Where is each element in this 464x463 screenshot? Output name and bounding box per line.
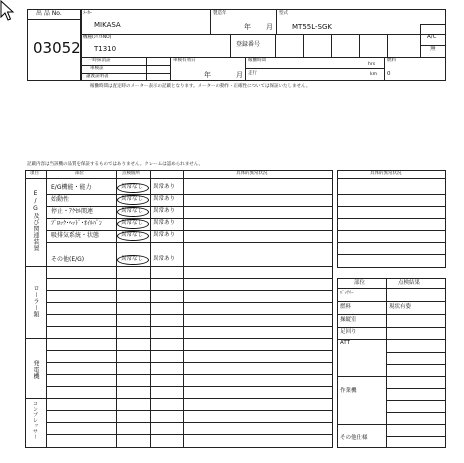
kado-label: 稼働時間 [248, 58, 266, 63]
year-unit: 年 [244, 23, 251, 31]
small-label-1: 一時抹消証 [88, 58, 111, 63]
col-item-header: 項目 [30, 171, 39, 176]
ac-value: 無 [430, 46, 436, 52]
result-row-cab: 操縦室 [340, 317, 357, 323]
engine-row-label: E/G機能・能力 [51, 184, 92, 191]
fuel-label: 燃料 [387, 58, 396, 63]
group-roller-label: ローラー類 [32, 285, 39, 318]
result-row-undercarriage: 足回り [340, 329, 357, 335]
ijou-nashi: 異常なし [121, 256, 144, 262]
model-value: MT55L-SGK [292, 23, 332, 31]
col-check-header: 点検個所 [122, 171, 140, 176]
ijou-ari: 異常あり [153, 208, 176, 214]
disclaimer: 記載内容は当該機の品質を保証するものではありません。クレームは認められません。 [27, 162, 204, 167]
result-row-other: その他仕様 [340, 435, 368, 441]
ijou-nashi: 異常なし [121, 184, 144, 190]
year-label: 製造年 [213, 11, 227, 16]
ijou-ari: 異常あり [153, 232, 176, 238]
ijou-nashi: 異常なし [121, 208, 144, 214]
month-unit: 月 [266, 23, 273, 31]
result-fuel-value: 現状有姿 [389, 304, 412, 310]
result-col-result: 点検結果 [398, 280, 421, 286]
maker-label: ﾒｰｶｰ [83, 11, 92, 16]
shaken-label: 車検有効日 [173, 58, 196, 63]
ijou-ari: 異常あり [153, 196, 176, 202]
engine-row-label: 停止・ｱｸｾﾙ関連 [51, 208, 94, 215]
shutsuhin-no-value: 03052 [33, 39, 81, 57]
maker-value: MIKASA [94, 21, 121, 29]
ijou-nashi: 異常なし [121, 220, 144, 226]
kado-value: 0 [387, 71, 391, 77]
result-row-work: 作業機 [340, 388, 357, 394]
sokou-label: 走行 [248, 71, 257, 76]
small-label-2: 車検証 [90, 66, 104, 71]
group-compressor-label: コンプレッサー [32, 401, 38, 440]
group-engine-label: E/G及び関連装置 [32, 190, 39, 252]
model-label: 型式 [279, 11, 288, 16]
col-detail-header: 具体的異常状況 [236, 171, 268, 176]
kishu-label: 機種(ｼﾘｱﾙNO) [83, 35, 112, 40]
result-row-att: ATT [340, 340, 350, 346]
engine-row-label: 吸排気系統・状態 [51, 232, 100, 239]
shutsuhin-no-label: 出 品 No. [36, 10, 62, 17]
ijou-ari: 異常あり [153, 220, 176, 226]
header-note: 稼働時間は査定時のメーター表示の記載となります。メーターの動作・正確性については保証いたしません。 [90, 84, 311, 89]
detail-right-header: 具体的異常状況 [370, 171, 402, 176]
col-part-header: 部位 [75, 171, 84, 176]
kishu-value: T1310 [94, 45, 117, 53]
engine-row-label: ﾌﾞﾛｯｸ･ﾍｯﾄﾞ･ｵｲﾙﾊﾟﾝ [51, 220, 103, 227]
hrs-unit: hrs [368, 62, 376, 67]
result-row-battery: ﾊﾞｯﾃﾘｰ [340, 291, 354, 296]
shaken-month-unit: 月 [236, 71, 243, 79]
shaken-year-unit: 年 [204, 71, 211, 79]
ijou-nashi: 異常なし [121, 196, 144, 202]
result-row-fuel: 燃料 [340, 304, 352, 310]
mouse-cursor-icon [0, 0, 16, 22]
result-col-part: 部位 [354, 280, 366, 286]
ijou-ari: 異常あり [153, 256, 176, 262]
engine-row-label: 始動性 [51, 196, 70, 203]
toroku-label: 登録番号 [236, 41, 261, 48]
ijou-ari: 異常あり [153, 184, 176, 190]
km-unit: km [370, 72, 377, 77]
small-label-3: 譲渡証明書 [86, 74, 109, 79]
engine-row-label: その他(E/G) [51, 256, 85, 263]
ijou-nashi: 異常なし [121, 232, 144, 238]
group-generator-label: 発電機 [32, 360, 39, 380]
ac-label: A/C [427, 34, 437, 40]
